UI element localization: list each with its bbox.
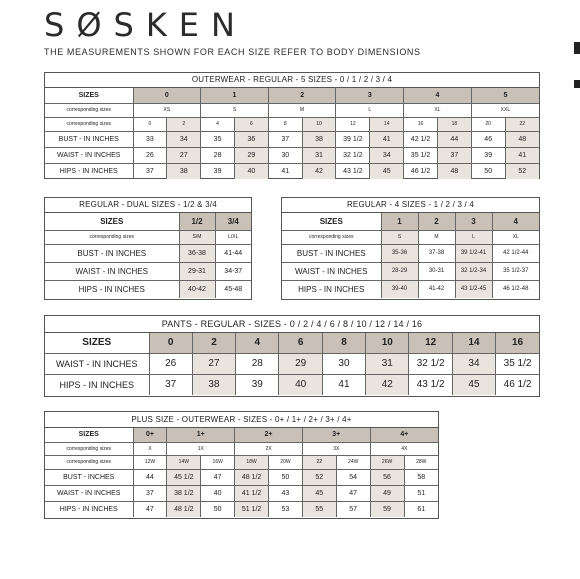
size-header: 2 <box>192 333 235 353</box>
sub-size: 10 <box>302 117 336 131</box>
table-cell: 46 <box>471 131 505 147</box>
table-cell: 46 1/2 <box>496 374 539 395</box>
sizes-label: SIZES <box>45 428 133 442</box>
table-cell: 38 1/2 <box>167 485 201 501</box>
table-cell: 45 <box>302 485 336 501</box>
table-cell: 29 <box>234 147 268 163</box>
table-cell: 54 <box>336 469 370 485</box>
table-cell: 28 <box>236 353 279 374</box>
table-cell: 59 <box>370 501 404 517</box>
sub-size: 20W <box>269 455 303 469</box>
table-cell: 33 <box>133 131 167 147</box>
row-label: WAIST - IN INCHES <box>282 262 381 280</box>
size-header: 6 <box>279 333 322 353</box>
corr-label: corresponding sizes <box>45 117 133 131</box>
table-cell: 35 <box>201 131 235 147</box>
table-cell: 45 <box>452 374 495 395</box>
table-cell: 29 <box>279 353 322 374</box>
table-cell: 45 1/2 <box>167 469 201 485</box>
table-cell: 46 1/2 <box>404 163 438 179</box>
table-cell: 48 1/2 <box>235 469 269 485</box>
table-cell: 42 <box>366 374 409 395</box>
table-cell: 37 <box>149 374 192 395</box>
row-label: WAIST - IN INCHES <box>45 262 179 280</box>
table-cell: 36 <box>234 131 268 147</box>
table-cell: 39 1/2-41 <box>455 244 492 262</box>
sub-size: 6 <box>234 117 268 131</box>
table-cell: 50 <box>471 163 505 179</box>
table-cell: 39 <box>236 374 279 395</box>
sub-size: 28W <box>404 455 438 469</box>
pants-table <box>44 315 540 397</box>
table-cell: 28-29 <box>381 262 418 280</box>
table-cell: 42 <box>302 163 336 179</box>
sub-size: 18W <box>235 455 269 469</box>
table-cell: 41 1/2 <box>235 485 269 501</box>
corr-label: corresponding sizes <box>45 442 133 455</box>
corr-size: 3X <box>302 442 370 455</box>
table-cell: 48 1/2 <box>167 501 201 517</box>
table-cell: 35 1/2 <box>404 147 438 163</box>
brand-logo: SØSKEN <box>44 6 247 44</box>
size-header: 12 <box>409 333 452 353</box>
table-cell: 51 <box>404 485 438 501</box>
table-cell: 40 <box>201 485 235 501</box>
size-header: 2 <box>418 213 455 230</box>
corr-label: corresponding sizes <box>45 455 133 469</box>
table-cell: 48 <box>437 163 471 179</box>
table-cell: 32 1/2 <box>336 147 370 163</box>
sub-size: 24W <box>336 455 370 469</box>
table-cell: 31 <box>366 353 409 374</box>
row-label: HIPS - IN INCHES <box>45 280 179 298</box>
table-cell: 30 <box>322 353 365 374</box>
corr-size: S <box>381 230 418 244</box>
four-sizes-grid <box>282 213 539 298</box>
corr-size: XL <box>492 230 539 244</box>
table-cell: 55 <box>302 501 336 517</box>
table-cell: 52 <box>505 163 539 179</box>
table-cell: 34 <box>370 147 404 163</box>
row-label: BUST - IN INCHES <box>45 131 133 147</box>
size-header: 8 <box>322 333 365 353</box>
table-cell: 47 <box>201 469 235 485</box>
corr-size: 2X <box>235 442 303 455</box>
size-header: 1 <box>201 88 269 103</box>
corr-size: XXL <box>471 103 539 117</box>
sub-size: 0 <box>133 117 167 131</box>
table-cell: 30 <box>268 147 302 163</box>
table-cell: 48 <box>505 131 539 147</box>
row-label: BUST - IN INCHES <box>45 244 179 262</box>
size-header: 1+ <box>167 428 235 442</box>
table-cell: 35 1/2-37 <box>492 262 539 280</box>
corr-size: 4X <box>370 442 438 455</box>
corr-size: M <box>418 230 455 244</box>
size-header: 1 <box>381 213 418 230</box>
table-cell: 38 <box>192 374 235 395</box>
table-cell: 50 <box>269 469 303 485</box>
table-cell: 36-38 <box>179 244 215 262</box>
plus-size-table <box>44 411 439 519</box>
table-cell: 38 <box>167 163 201 179</box>
table-cell: 44 <box>437 131 471 147</box>
size-header: 4+ <box>370 428 438 442</box>
table-cell: 61 <box>404 501 438 517</box>
row-label: WAIST - IN INCHES <box>45 485 133 501</box>
table-cell: 58 <box>404 469 438 485</box>
table-cell: 45-48 <box>215 280 251 298</box>
table-cell: 40-42 <box>179 280 215 298</box>
table-cell: 41 <box>370 131 404 147</box>
sub-size: 22 <box>505 117 539 131</box>
size-header: 1/2 <box>179 213 215 230</box>
corr-size: L <box>455 230 492 244</box>
size-header: 14 <box>452 333 495 353</box>
table-cell: 38 <box>302 131 336 147</box>
size-header: 3/4 <box>215 213 251 230</box>
row-label: WAIST - IN INCHES <box>45 353 149 374</box>
table-cell: 37 <box>437 147 471 163</box>
table-cell: 56 <box>370 469 404 485</box>
table-cell: 39 <box>471 147 505 163</box>
corr-size: XL <box>404 103 472 117</box>
table-cell: 40 <box>279 374 322 395</box>
table-cell: 35-36 <box>381 244 418 262</box>
size-header: 3 <box>336 88 404 103</box>
row-label: HIPS - IN INCHES <box>45 374 149 395</box>
sub-size: 2 <box>167 117 201 131</box>
outerwear-table <box>44 72 540 179</box>
table-cell: 41-44 <box>215 244 251 262</box>
table-cell: 32 1/2-34 <box>455 262 492 280</box>
sub-size: 18 <box>437 117 471 131</box>
table-cell: 41-42 <box>418 280 455 298</box>
table-cell: 52 <box>302 469 336 485</box>
sizes-label: SIZES <box>45 333 149 353</box>
page-subtitle: THE MEASUREMENTS SHOWN FOR EACH SIZE REFER TO BODY DIMENSIONS <box>44 47 421 57</box>
table-cell: 26 <box>133 147 167 163</box>
size-header: 2 <box>268 88 336 103</box>
dual-sizes-grid <box>45 213 251 298</box>
table-cell: 39 <box>201 163 235 179</box>
row-label: WAIST - IN INCHES <box>45 147 133 163</box>
outerwear-title: OUTERWEAR - REGULAR - 5 SIZES - 0 / 1 / 2 / 3 / 4 <box>45 73 539 88</box>
size-header: 0 <box>149 333 192 353</box>
table-cell: 32 1/2 <box>409 353 452 374</box>
row-label: HIPS - IN INCHES <box>282 280 381 298</box>
sub-size: 12W <box>133 455 167 469</box>
edge-mark <box>574 80 580 88</box>
corr-label: corresponding sizes <box>45 230 179 244</box>
table-cell: 42 1/2-44 <box>492 244 539 262</box>
table-cell: 34-37 <box>215 262 251 280</box>
table-cell: 29-31 <box>179 262 215 280</box>
size-header: 4 <box>492 213 539 230</box>
table-cell: 39-40 <box>381 280 418 298</box>
sizes-label: SIZES <box>45 213 179 230</box>
dual-sizes-title: REGULAR - DUAL SIZES - 1/2 & 3/4 <box>45 198 251 213</box>
row-label: HIPS - IN INCHES <box>45 163 133 179</box>
table-cell: 57 <box>336 501 370 517</box>
table-cell: 28 <box>201 147 235 163</box>
size-header: 10 <box>366 333 409 353</box>
table-cell: 47 <box>133 501 167 517</box>
table-cell: 34 <box>452 353 495 374</box>
table-cell: 43 <box>269 485 303 501</box>
size-header: 2+ <box>235 428 303 442</box>
table-cell: 44 <box>133 469 167 485</box>
table-cell: 41 <box>505 147 539 163</box>
table-cell: 50 <box>201 501 235 517</box>
corr-size: L <box>336 103 404 117</box>
corr-size: S/M <box>179 230 215 244</box>
sub-size: 14W <box>167 455 201 469</box>
table-cell: 42 1/2 <box>404 131 438 147</box>
table-cell: 41 <box>322 374 365 395</box>
size-header: 4 <box>404 88 472 103</box>
pants-grid <box>45 333 539 395</box>
four-sizes-table <box>281 197 540 300</box>
table-cell: 53 <box>269 501 303 517</box>
table-cell: 43 1/2 <box>336 163 370 179</box>
table-cell: 30-31 <box>418 262 455 280</box>
corr-label: corresponding sizes <box>45 103 133 117</box>
table-cell: 37 <box>133 485 167 501</box>
table-cell: 41 <box>268 163 302 179</box>
sub-size: 22 <box>302 455 336 469</box>
sizes-label: SIZES <box>282 213 381 230</box>
table-cell: 45 <box>370 163 404 179</box>
table-cell: 43 1/2-45 <box>455 280 492 298</box>
plus-size-grid <box>45 428 438 517</box>
corr-size: S <box>201 103 269 117</box>
table-cell: 27 <box>167 147 201 163</box>
table-cell: 26 <box>149 353 192 374</box>
table-cell: 27 <box>192 353 235 374</box>
sub-size: 14 <box>370 117 404 131</box>
size-header: 0 <box>133 88 201 103</box>
size-header: 4 <box>236 333 279 353</box>
table-cell: 46 1/2-48 <box>492 280 539 298</box>
pants-title: PANTS - REGULAR - SIZES - 0 / 2 / 4 / 6 / 8 / 10 / 12 / 14 / 16 <box>45 316 539 333</box>
sub-size: 16 <box>404 117 438 131</box>
size-header: 3 <box>455 213 492 230</box>
size-header: 3+ <box>302 428 370 442</box>
sub-size: 16W <box>201 455 235 469</box>
dual-sizes-table <box>44 197 252 300</box>
table-cell: 31 <box>302 147 336 163</box>
table-cell: 39 1/2 <box>336 131 370 147</box>
sizes-label: SIZES <box>45 88 133 103</box>
sub-size: 8 <box>268 117 302 131</box>
size-header: 16 <box>496 333 539 353</box>
corr-size: XS <box>133 103 201 117</box>
table-cell: 49 <box>370 485 404 501</box>
table-cell: 40 <box>234 163 268 179</box>
table-cell: 34 <box>167 131 201 147</box>
sub-size: 26W <box>370 455 404 469</box>
row-label: BUST - INCHES <box>45 469 133 485</box>
edge-mark <box>574 42 580 54</box>
row-label: BUST - IN INCHES <box>282 244 381 262</box>
table-cell: 51 1/2 <box>235 501 269 517</box>
plus-size-title: PLUS SIZE - OUTERWEAR - SIZES - 0+ / 1+ / 2+ / 3+ / 4+ <box>45 412 438 428</box>
corr-size: X <box>133 442 167 455</box>
row-label: HIPS - IN INCHES <box>45 501 133 517</box>
table-cell: 47 <box>336 485 370 501</box>
table-cell: 37-38 <box>418 244 455 262</box>
table-cell: 43 1/2 <box>409 374 452 395</box>
corr-size: 1X <box>167 442 235 455</box>
sub-size: 4 <box>201 117 235 131</box>
outerwear-grid <box>45 88 539 179</box>
table-cell: 37 <box>268 131 302 147</box>
sub-size: 12 <box>336 117 370 131</box>
size-header: 0+ <box>133 428 167 442</box>
corr-label: corresponding sizes <box>282 230 381 244</box>
table-cell: 35 1/2 <box>496 353 539 374</box>
corr-size: M <box>268 103 336 117</box>
table-cell: 37 <box>133 163 167 179</box>
sub-size: 20 <box>471 117 505 131</box>
size-header: 5 <box>471 88 539 103</box>
four-sizes-title: REGULAR - 4 SIZES - 1 / 2 / 3 / 4 <box>282 198 539 213</box>
corr-size: L/XL <box>215 230 251 244</box>
